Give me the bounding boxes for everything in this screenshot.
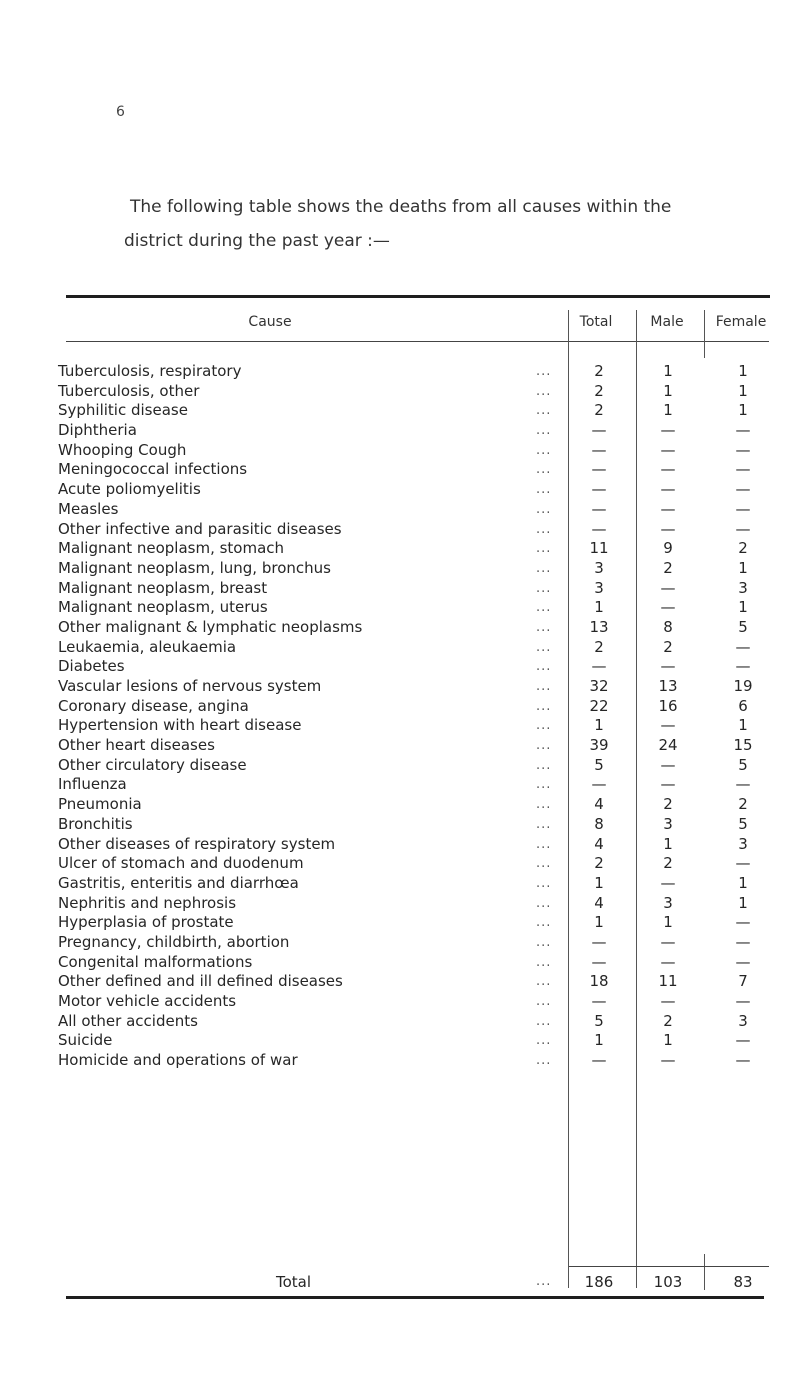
row-total: — [591, 421, 607, 440]
row-total: 39 [589, 736, 609, 755]
row-female: 3 [738, 834, 748, 853]
totals-female: 83 [733, 1273, 753, 1291]
row-female: — [735, 519, 751, 538]
leader-dots: ... [536, 895, 552, 911]
table-row [58, 854, 788, 874]
leader-dots: ... [536, 1033, 552, 1049]
row-male: 2 [663, 795, 673, 814]
row-female: — [735, 637, 751, 656]
row-cause: Acute poliomyelitis [58, 480, 201, 499]
row-male: — [660, 992, 676, 1010]
table-row [58, 1012, 788, 1032]
row-total: 32 [589, 677, 609, 695]
row-total: 1 [594, 913, 604, 932]
row-female: 1 [738, 381, 748, 400]
leader-dots: ... [536, 757, 552, 773]
row-cause: Homicide and operations of war [58, 1051, 298, 1070]
row-male: 13 [658, 677, 678, 695]
row-female: — [735, 932, 751, 951]
row-total: 4 [594, 795, 604, 814]
row-female: 1 [738, 893, 748, 912]
row-female: 5 [738, 814, 748, 833]
row-cause: Diphtheria [58, 421, 137, 440]
row-female: — [735, 421, 751, 440]
totals-label: Total [276, 1273, 312, 1291]
row-female: — [735, 952, 751, 971]
totals-rule [569, 1266, 769, 1267]
row-male: — [660, 519, 676, 538]
leader-dots: ... [536, 698, 552, 714]
table-bottom-rule [66, 1296, 764, 1299]
row-cause: Pregnancy, childbirth, abortion [58, 932, 290, 951]
row-cause: Nephritis and nephrosis [58, 893, 237, 912]
row-total: 18 [589, 972, 609, 991]
row-male: 2 [663, 854, 673, 873]
row-total: 1 [594, 598, 604, 617]
table-row [58, 894, 788, 914]
row-female: — [735, 992, 751, 1010]
row-total: — [591, 1051, 607, 1070]
row-female: 3 [738, 1011, 748, 1030]
row-female: 2 [738, 539, 748, 558]
row-male: 11 [658, 972, 678, 991]
leader-dots: ... [536, 974, 552, 990]
leader-dots: ... [536, 915, 552, 931]
row-cause: Tuberculosis, respiratory [58, 362, 242, 380]
leader-dots: ... [536, 1013, 552, 1029]
row-total: — [591, 519, 607, 538]
table-row [58, 795, 788, 815]
row-female: 3 [738, 578, 748, 597]
leader-dots: ... [536, 560, 552, 576]
row-cause: Gastritis, enteritis and diarrhœa [58, 873, 299, 892]
row-total: — [591, 460, 607, 479]
row-cause: All other accidents [58, 1011, 198, 1030]
table-row [58, 401, 788, 421]
row-cause: Congenital malformations [58, 952, 253, 971]
table-row [58, 382, 788, 402]
row-total: 2 [594, 362, 604, 380]
row-cause: Bronchitis [58, 814, 133, 833]
row-female: 1 [738, 558, 748, 577]
leader-dots: ... [536, 718, 552, 734]
row-cause: Malignant neoplasm, breast [58, 578, 268, 597]
leader-dots: ... [536, 364, 552, 379]
table-row [58, 520, 788, 540]
leader-dots: ... [536, 580, 552, 596]
table-top-rule [66, 295, 770, 298]
leader-dots: ... [536, 836, 552, 852]
table-row [58, 992, 788, 1012]
leader-dots: ... [536, 659, 552, 675]
row-male: — [660, 932, 676, 951]
row-male: — [660, 499, 676, 518]
row-cause: Tuberculosis, other [58, 381, 200, 400]
row-female: 1 [738, 716, 748, 735]
row-male: — [660, 775, 676, 794]
row-female: — [735, 913, 751, 932]
table-row [58, 579, 788, 599]
row-total: — [591, 440, 607, 459]
table-row [58, 460, 788, 480]
row-total: 11 [589, 539, 609, 558]
row-male: — [660, 755, 676, 774]
row-cause: Meningococcal infections [58, 460, 248, 479]
table-row [58, 697, 788, 717]
row-cause: Other malignant & lymphatic neoplasms [58, 617, 363, 636]
row-total: — [591, 992, 607, 1010]
leader-dots: ... [536, 639, 552, 655]
leader-dots: ... [536, 619, 552, 635]
row-cause: Hyperplasia of prostate [58, 913, 234, 932]
table-row [58, 736, 788, 756]
row-male: 2 [663, 637, 673, 656]
row-total: — [591, 657, 607, 676]
row-total: 5 [594, 755, 604, 774]
table-row [58, 835, 788, 855]
row-total: — [591, 499, 607, 518]
row-male: 3 [663, 814, 673, 833]
row-female: — [735, 854, 751, 873]
row-total: 13 [589, 617, 609, 636]
row-total: 2 [594, 637, 604, 656]
row-total: 3 [594, 578, 604, 597]
row-male: 9 [663, 539, 673, 558]
table-row [58, 480, 788, 500]
row-total: — [591, 480, 607, 499]
row-total: 4 [594, 834, 604, 853]
leader-dots: ... [536, 738, 552, 754]
row-male: — [660, 480, 676, 499]
column-divider-female-head [704, 310, 705, 358]
row-cause: Whooping Cough [58, 440, 187, 459]
row-total: 1 [594, 716, 604, 735]
row-male: 24 [658, 736, 678, 755]
table-row [58, 953, 788, 973]
row-cause: Pneumonia [58, 795, 142, 814]
table-body [58, 362, 788, 1071]
table-row [58, 874, 788, 894]
row-cause: Influenza [58, 775, 127, 794]
table-row [58, 618, 788, 638]
row-female: — [735, 480, 751, 499]
row-male: — [660, 873, 676, 892]
row-female: 2 [738, 795, 748, 814]
table-row [58, 933, 788, 953]
row-female: 5 [738, 617, 748, 636]
row-male: — [660, 421, 676, 440]
row-cause: Other circulatory disease [58, 755, 247, 774]
row-cause: Suicide [58, 1031, 113, 1050]
header-underline-cause [66, 341, 568, 342]
leader-dots: ... [536, 1274, 552, 1289]
table-row [58, 815, 788, 835]
leader-dots: ... [536, 875, 552, 891]
row-cause: Motor vehicle accidents [58, 992, 237, 1010]
leader-dots: ... [536, 797, 552, 813]
row-male: 1 [663, 834, 673, 853]
row-female: 15 [733, 736, 753, 755]
row-male: 16 [658, 696, 678, 715]
leader-dots: ... [536, 501, 552, 517]
row-female: — [735, 499, 751, 518]
row-total: 5 [594, 1011, 604, 1030]
leader-dots: ... [536, 679, 552, 694]
row-female: 19 [733, 677, 753, 695]
leader-dots: ... [536, 934, 552, 950]
row-male: 1 [663, 381, 673, 400]
row-male: — [660, 460, 676, 479]
table-row [58, 362, 788, 382]
table-row [58, 559, 788, 579]
row-cause: Malignant neoplasm, uterus [58, 598, 268, 617]
header-underline-numbers [569, 341, 769, 342]
row-cause: Coronary disease, angina [58, 696, 249, 715]
leader-dots: ... [536, 994, 552, 1009]
row-cause: Vascular lesions of nervous system [58, 677, 322, 695]
table-row [58, 775, 788, 795]
row-total: 2 [594, 854, 604, 873]
row-total: 8 [594, 814, 604, 833]
row-cause: Syphilitic disease [58, 401, 188, 420]
totals-male: 103 [653, 1273, 683, 1291]
totals-total: 186 [584, 1273, 614, 1291]
table-row [58, 638, 788, 658]
leader-dots: ... [536, 856, 552, 872]
row-cause: Malignant neoplasm, stomach [58, 539, 285, 558]
leader-dots: ... [536, 777, 552, 793]
intro-line-1: The following table shows the deaths from all causes within the [130, 197, 672, 217]
row-male: 3 [663, 893, 673, 912]
leader-dots: ... [536, 1053, 552, 1069]
row-male: — [660, 716, 676, 735]
table-row [58, 972, 788, 992]
intro-line-2: district during the past year :— [124, 231, 390, 251]
row-cause: Other diseases of respiratory system [58, 834, 336, 853]
row-male: 1 [663, 401, 673, 420]
row-male: 2 [663, 1011, 673, 1030]
row-male: 2 [663, 558, 673, 577]
row-total: — [591, 775, 607, 794]
header-male: Male [650, 314, 684, 330]
row-male: — [660, 952, 676, 971]
row-female: 5 [738, 755, 748, 774]
row-female: — [735, 1031, 751, 1050]
row-cause: Measles [58, 499, 119, 518]
table-row [58, 756, 788, 776]
row-female: — [735, 460, 751, 479]
row-male: — [660, 598, 676, 617]
row-male: — [660, 1051, 676, 1070]
leader-dots: ... [536, 403, 552, 419]
table-row [58, 657, 788, 677]
leader-dots: ... [536, 383, 552, 399]
row-cause: Leukaemia, aleukaemia [58, 637, 237, 656]
table-row [58, 1031, 788, 1051]
row-male: — [660, 578, 676, 597]
leader-dots: ... [536, 954, 552, 970]
row-total: 1 [594, 1031, 604, 1050]
row-total: 4 [594, 893, 604, 912]
row-female: 1 [738, 362, 748, 380]
row-male: 1 [663, 913, 673, 932]
row-female: — [735, 775, 751, 794]
row-cause: Other defined and ill defined diseases [58, 972, 343, 991]
row-cause: Diabetes [58, 657, 125, 676]
table-row [58, 539, 788, 559]
intro-paragraph [124, 190, 770, 258]
leader-dots: ... [536, 442, 552, 458]
header-female: Female [715, 314, 767, 330]
row-female: — [735, 1051, 751, 1070]
row-female: — [735, 440, 751, 459]
table-row [58, 716, 788, 736]
row-female: — [735, 657, 751, 676]
leader-dots: ... [536, 423, 552, 439]
row-male: 1 [663, 362, 673, 380]
leader-dots: ... [536, 816, 552, 832]
leader-dots: ... [536, 541, 552, 557]
row-female: 1 [738, 598, 748, 617]
header-cause: Cause [248, 314, 292, 330]
row-cause: Other infective and parasitic diseases [58, 519, 342, 538]
row-male: — [660, 440, 676, 459]
table-row [58, 677, 788, 697]
leader-dots: ... [536, 482, 552, 498]
row-cause: Ulcer of stomach and duodenum [58, 854, 304, 873]
row-cause: Other heart diseases [58, 736, 215, 755]
row-female: 7 [738, 972, 748, 991]
table-row [58, 913, 788, 933]
row-cause: Malignant neoplasm, lung, bronchus [58, 558, 331, 577]
row-total: 22 [589, 696, 609, 715]
totals-row [58, 1272, 788, 1292]
row-female: 6 [738, 696, 748, 715]
table-row [58, 500, 788, 520]
row-female: 1 [738, 401, 748, 420]
row-cause: Hypertension with heart disease [58, 716, 302, 735]
row-total: 1 [594, 873, 604, 892]
row-total: 2 [594, 401, 604, 420]
table-row [58, 421, 788, 441]
leader-dots: ... [536, 521, 552, 537]
table-row [58, 1051, 788, 1071]
row-male: 1 [663, 1031, 673, 1050]
page-number: 6 [116, 104, 125, 120]
row-total: — [591, 952, 607, 971]
leader-dots: ... [536, 600, 552, 616]
leader-dots: ... [536, 462, 552, 478]
row-male: — [660, 657, 676, 676]
table-row [58, 441, 788, 461]
row-total: 3 [594, 558, 604, 577]
row-total: 2 [594, 381, 604, 400]
row-total: — [591, 932, 607, 951]
table-row [58, 598, 788, 618]
row-male: 8 [663, 617, 673, 636]
row-female: 1 [738, 873, 748, 892]
header-total: Total [579, 314, 613, 330]
